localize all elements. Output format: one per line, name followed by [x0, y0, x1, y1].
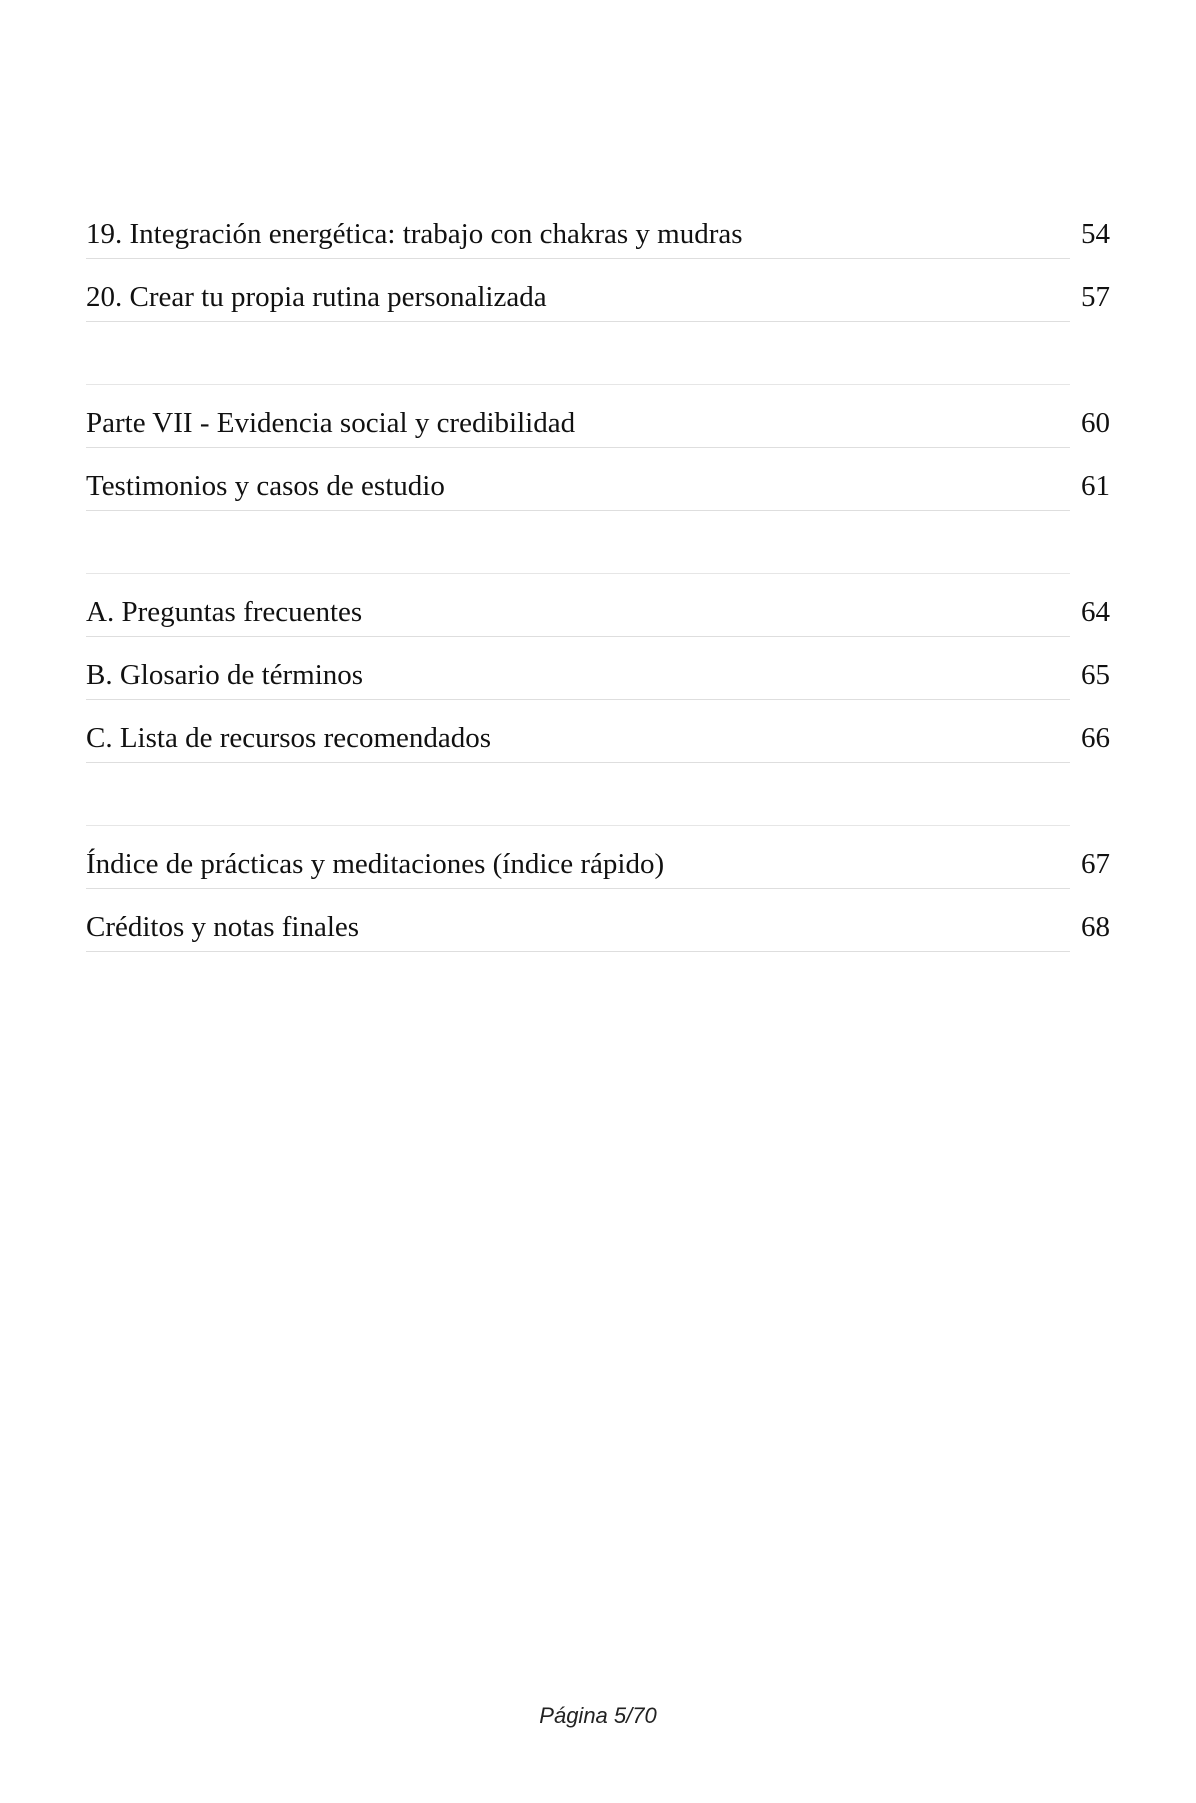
toc-entry[interactable] [86, 196, 1110, 259]
toc-group-divider [86, 763, 1110, 826]
toc-group-divider [86, 511, 1110, 574]
toc-entry-page: 67 [1081, 848, 1110, 880]
toc-entry[interactable] [86, 448, 1110, 511]
toc-entry-title: C. Lista de recursos recomendados [86, 722, 492, 754]
toc-entry-title: Índice de prácticas y meditaciones (índice rápido) [86, 848, 665, 880]
toc-entry-page: 66 [1081, 722, 1110, 754]
toc-entry[interactable] [86, 385, 1110, 448]
toc-entry[interactable] [86, 700, 1110, 763]
toc-entry-page: 68 [1081, 911, 1110, 943]
toc-entry[interactable] [86, 826, 1110, 889]
page-number-footer: Página 5/70 [539, 1703, 657, 1728]
toc-entry-page: 54 [1081, 218, 1110, 250]
toc-entry-title: Testimonios y casos de estudio [86, 470, 445, 502]
toc-entry-title: 19. Integración energética: trabajo con chakras y mudras [86, 218, 743, 250]
toc-entry-page: 60 [1081, 407, 1110, 439]
toc-entry-title: Créditos y notas finales [86, 911, 360, 943]
toc-entry-rule [86, 951, 1070, 952]
toc-entry-page: 57 [1081, 281, 1110, 313]
toc-entry-title: Parte VII - Evidencia social y credibilidad [86, 407, 576, 439]
toc-group-divider [86, 322, 1110, 385]
table-of-contents [86, 196, 1110, 952]
toc-entry[interactable] [86, 637, 1110, 700]
toc-entry-page: 65 [1081, 659, 1110, 691]
toc-entry[interactable] [86, 889, 1110, 952]
toc-entry-title: B. Glosario de términos [86, 659, 364, 691]
toc-entry-title: 20. Crear tu propia rutina personalizada [86, 281, 547, 313]
toc-entry-page: 61 [1081, 470, 1110, 502]
toc-entry-title: A. Preguntas frecuentes [86, 596, 363, 628]
toc-entry-page: 64 [1081, 596, 1110, 628]
toc-entry[interactable] [86, 574, 1110, 637]
toc-entry[interactable] [86, 259, 1110, 322]
